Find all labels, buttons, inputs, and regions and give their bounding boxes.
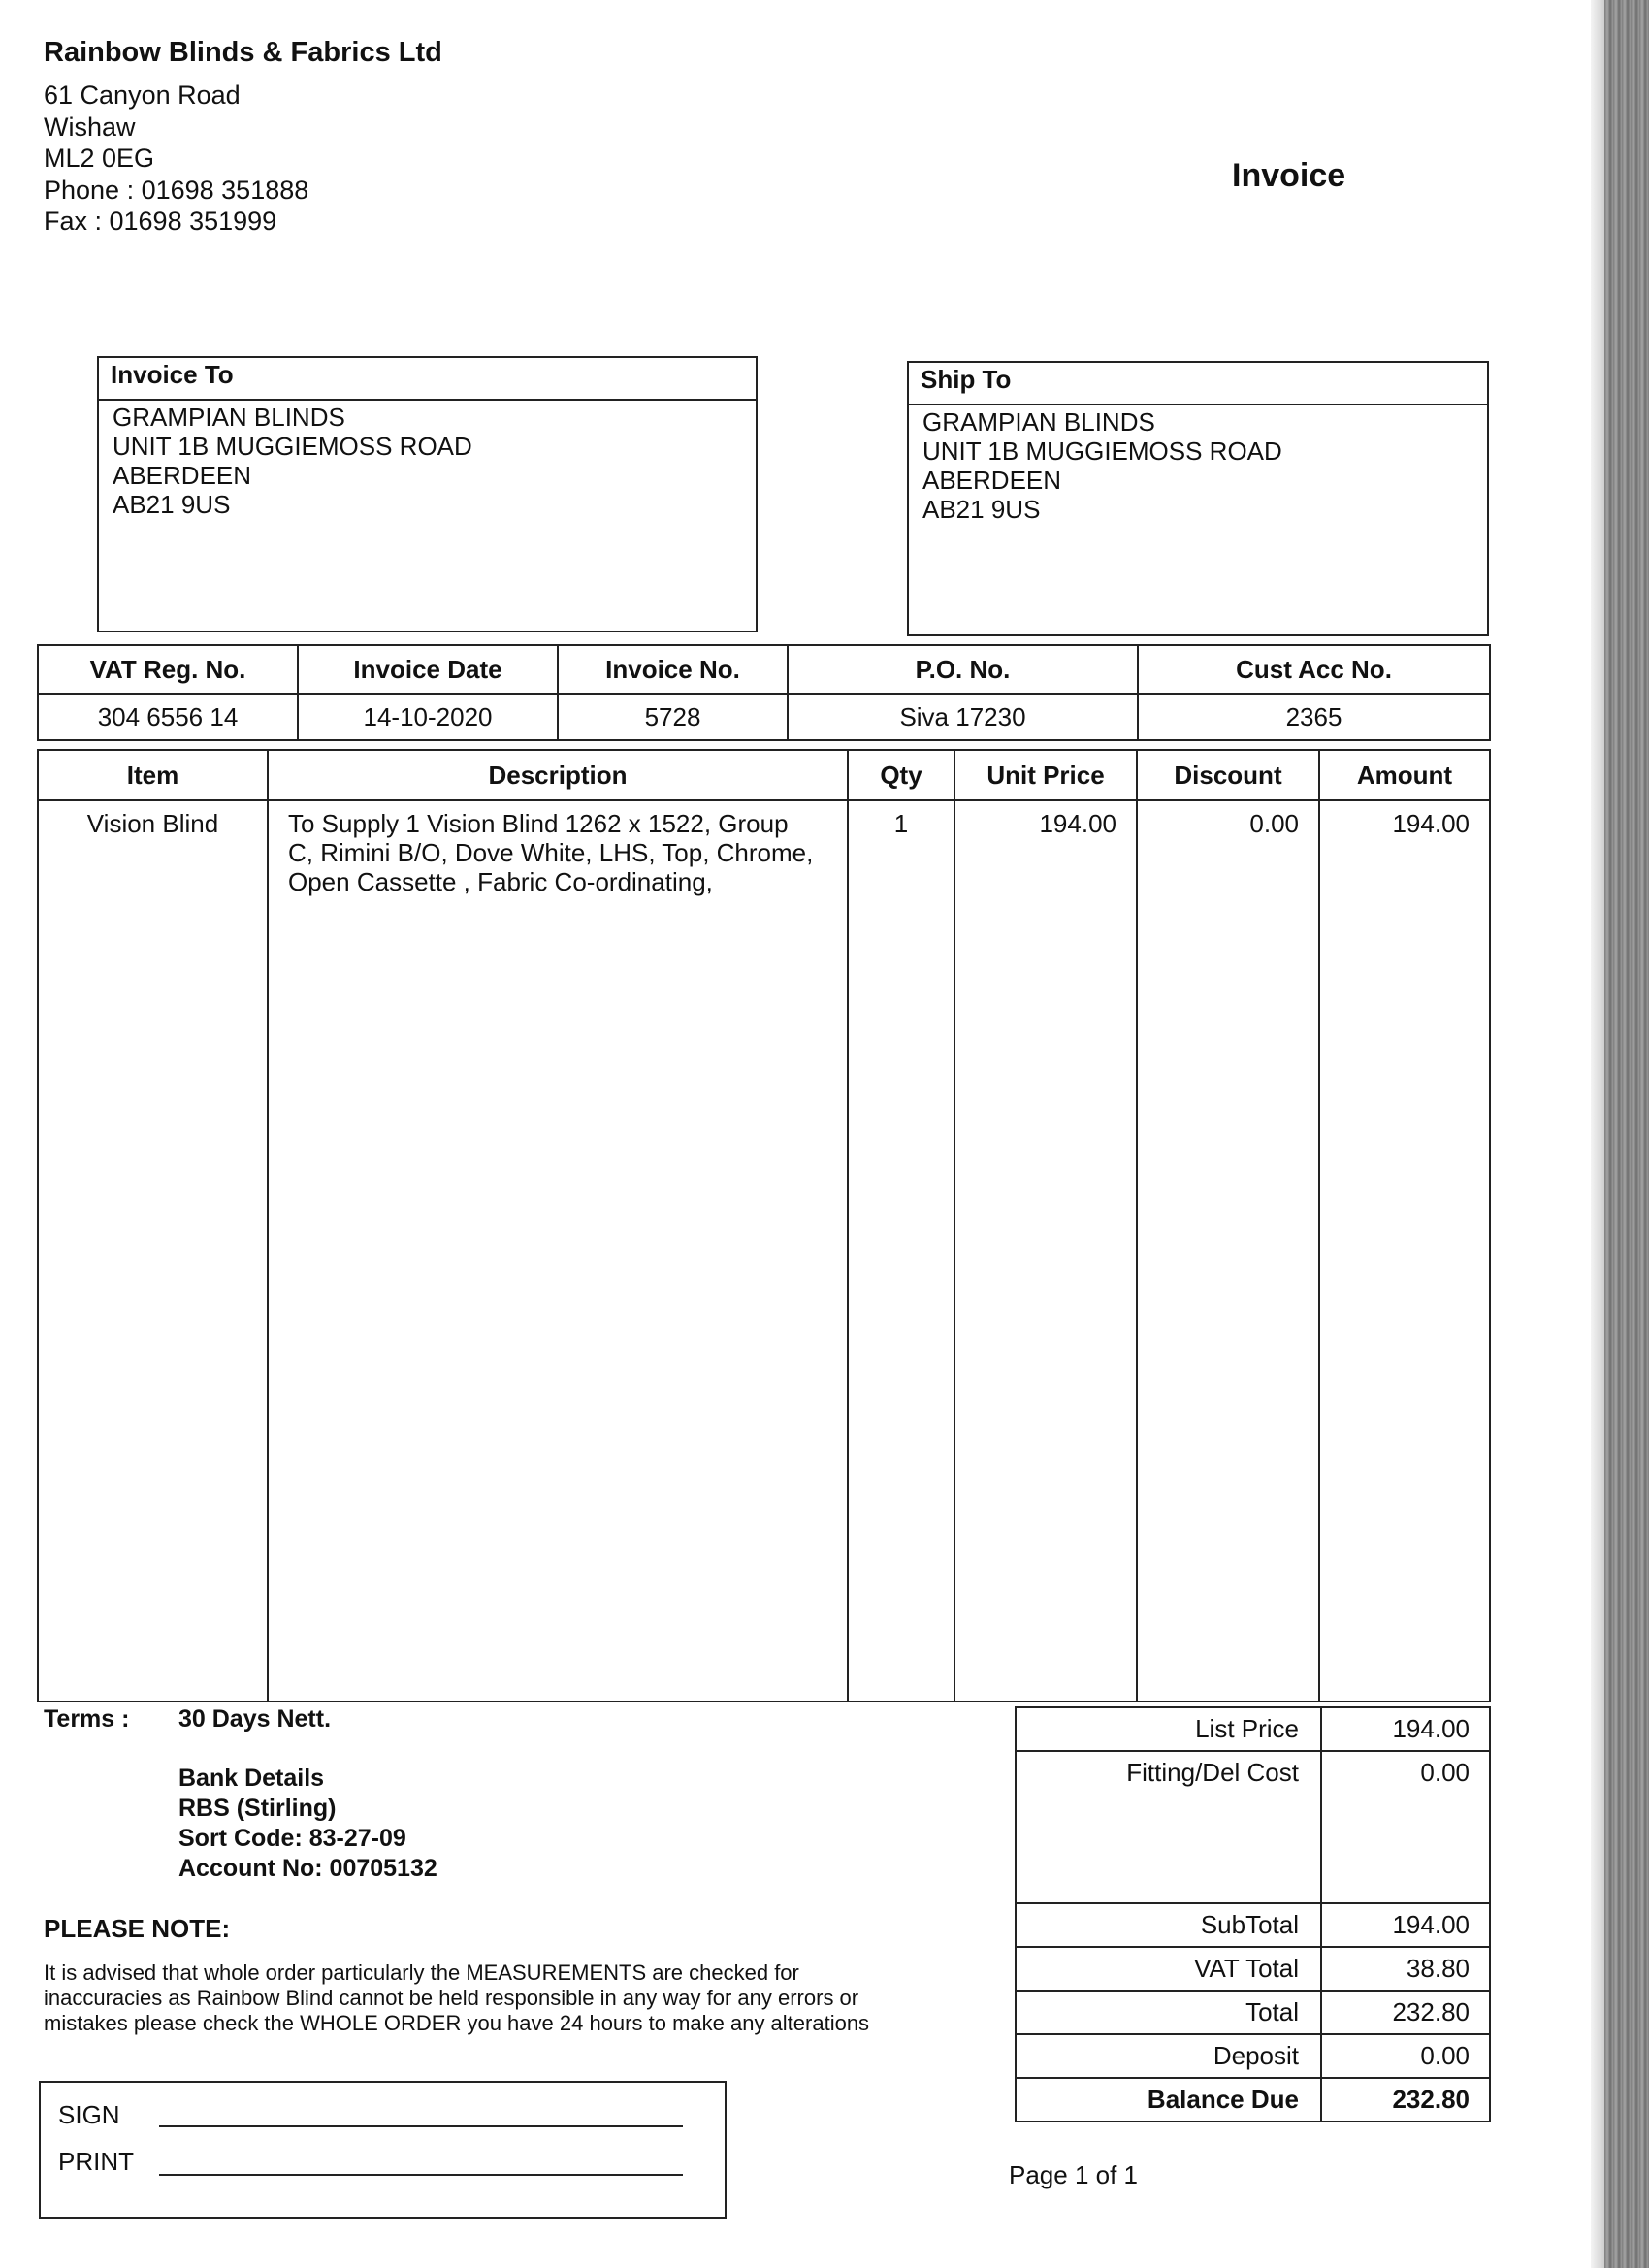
company-address xyxy=(44,80,308,238)
deposit-value: 0.00 xyxy=(1321,2034,1490,2078)
description-cell xyxy=(268,800,848,1701)
scan-shadow xyxy=(1591,0,1604,2268)
invoice-no-value: 5728 xyxy=(558,694,788,740)
company-name: Rainbow Blinds & Fabrics Ltd xyxy=(44,37,442,68)
print-line[interactable] xyxy=(159,2174,683,2176)
totals-table xyxy=(1015,1706,1491,2122)
bank-details xyxy=(178,1764,437,1884)
address-line: UNIT 1B MUGGIEMOSS ROAD xyxy=(922,437,1282,466)
fitting-value: 0.00 xyxy=(1321,1751,1490,1903)
vat-reg-header: VAT Reg. No. xyxy=(38,645,298,694)
line-items-header-row xyxy=(38,750,1490,800)
qty-header: Qty xyxy=(848,750,954,800)
note-title: PLEASE NOTE: xyxy=(44,1914,231,1943)
discount-cell: 0.00 xyxy=(1137,800,1319,1701)
balance-value: 232.80 xyxy=(1321,2078,1490,2122)
total-label: Total xyxy=(1016,1991,1321,2034)
balance-label: Balance Due xyxy=(1016,2078,1321,2122)
bank-line: RBS (Stirling) xyxy=(178,1795,337,1822)
amount-header: Amount xyxy=(1319,750,1490,800)
fitting-row xyxy=(1016,1751,1490,1903)
qty-cell: 1 xyxy=(848,800,954,1701)
ship-to-address xyxy=(909,405,1487,526)
bank-line: Account No: 00705132 xyxy=(178,1855,437,1882)
cust-acc-header: Cust Acc No. xyxy=(1138,645,1490,694)
reference-value-row xyxy=(38,694,1490,740)
fitting-label: Fitting/Del Cost xyxy=(1016,1751,1321,1903)
subtotal-label: SubTotal xyxy=(1016,1903,1321,1947)
invoice-to-heading: Invoice To xyxy=(99,358,756,401)
list-price-label: List Price xyxy=(1016,1707,1321,1751)
address-line: UNIT 1B MUGGIEMOSS ROAD xyxy=(113,432,472,461)
reference-header-row xyxy=(38,645,1490,694)
deposit-label: Deposit xyxy=(1016,2034,1321,2078)
discount-header: Discount xyxy=(1137,750,1319,800)
vat-label: VAT Total xyxy=(1016,1947,1321,1991)
amount-cell: 194.00 xyxy=(1319,800,1490,1701)
page-number: Page 1 of 1 xyxy=(1009,2160,1138,2189)
po-no-header: P.O. No. xyxy=(788,645,1138,694)
description-line: Open Cassette , Fabric Co-ordinating, xyxy=(288,867,713,896)
description-line: To Supply 1 Vision Blind 1262 x 1522, Group xyxy=(288,809,789,838)
line-items-table xyxy=(37,749,1491,1702)
signature-box xyxy=(39,2081,727,2219)
list-price-value: 194.00 xyxy=(1321,1707,1490,1751)
address-line: GRAMPIAN BLINDS xyxy=(922,407,1155,437)
item-cell: Vision Blind xyxy=(38,800,268,1701)
address-line: AB21 9US xyxy=(922,495,1041,524)
address-line: AB21 9US xyxy=(113,490,231,519)
ship-to-heading: Ship To xyxy=(909,363,1487,405)
ship-to-box xyxy=(907,361,1489,636)
unit-price-header: Unit Price xyxy=(954,750,1137,800)
invoice-no-header: Invoice No. xyxy=(558,645,788,694)
company-fax: Fax : 01698 351999 xyxy=(44,207,277,236)
balance-row xyxy=(1016,2078,1490,2122)
address-line: 61 Canyon Road xyxy=(44,81,241,110)
bank-line: Bank Details xyxy=(178,1765,325,1792)
invoice-date-value: 14-10-2020 xyxy=(298,694,558,740)
sign-line[interactable] xyxy=(159,2125,683,2127)
deposit-row xyxy=(1016,2034,1490,2078)
vat-value: 38.80 xyxy=(1321,1947,1490,1991)
sign-label: SIGN xyxy=(58,2100,120,2129)
unit-price-cell: 194.00 xyxy=(954,800,1137,1701)
subtotal-row xyxy=(1016,1903,1490,1947)
table-row xyxy=(38,800,1490,1701)
total-row xyxy=(1016,1991,1490,2034)
item-header: Item xyxy=(38,750,268,800)
invoice-to-address xyxy=(99,401,756,521)
address-line: ABERDEEN xyxy=(922,466,1062,495)
note-line: It is advised that whole order particularly the MEASUREMENTS are checked for xyxy=(44,1960,799,1985)
address-line: ML2 0EG xyxy=(44,144,155,173)
vat-row xyxy=(1016,1947,1490,1991)
bank-line: Sort Code: 83-27-09 xyxy=(178,1825,406,1852)
vat-reg-value: 304 6556 14 xyxy=(38,694,298,740)
note-line: inaccuracies as Rainbow Blind cannot be held responsible in any way for any errors or xyxy=(44,1986,859,2010)
invoice-to-box xyxy=(97,356,758,632)
cust-acc-value: 2365 xyxy=(1138,694,1490,740)
document-title: Invoice xyxy=(1232,157,1346,194)
invoice-date-header: Invoice Date xyxy=(298,645,558,694)
print-label: PRINT xyxy=(58,2147,134,2176)
reference-table xyxy=(37,644,1491,741)
terms-label: Terms : xyxy=(44,1705,130,1733)
description-line: C, Rimini B/O, Dove White, LHS, Top, Chrome, xyxy=(288,838,814,867)
terms-value: 30 Days Nett. xyxy=(178,1705,332,1733)
subtotal-value: 194.00 xyxy=(1321,1903,1490,1947)
description-header: Description xyxy=(268,750,848,800)
note-line: mistakes please check the WHOLE ORDER you have 24 hours to make any alterations xyxy=(44,2011,870,2035)
address-line: GRAMPIAN BLINDS xyxy=(113,403,345,432)
list-price-row xyxy=(1016,1707,1490,1751)
po-no-value: Siva 17230 xyxy=(788,694,1138,740)
address-line: ABERDEEN xyxy=(113,461,252,490)
address-line: Wishaw xyxy=(44,112,136,142)
total-value: 232.80 xyxy=(1321,1991,1490,2034)
scan-edge xyxy=(1604,0,1649,2268)
company-phone: Phone : 01698 351888 xyxy=(44,175,309,205)
note-text xyxy=(44,1960,975,2036)
